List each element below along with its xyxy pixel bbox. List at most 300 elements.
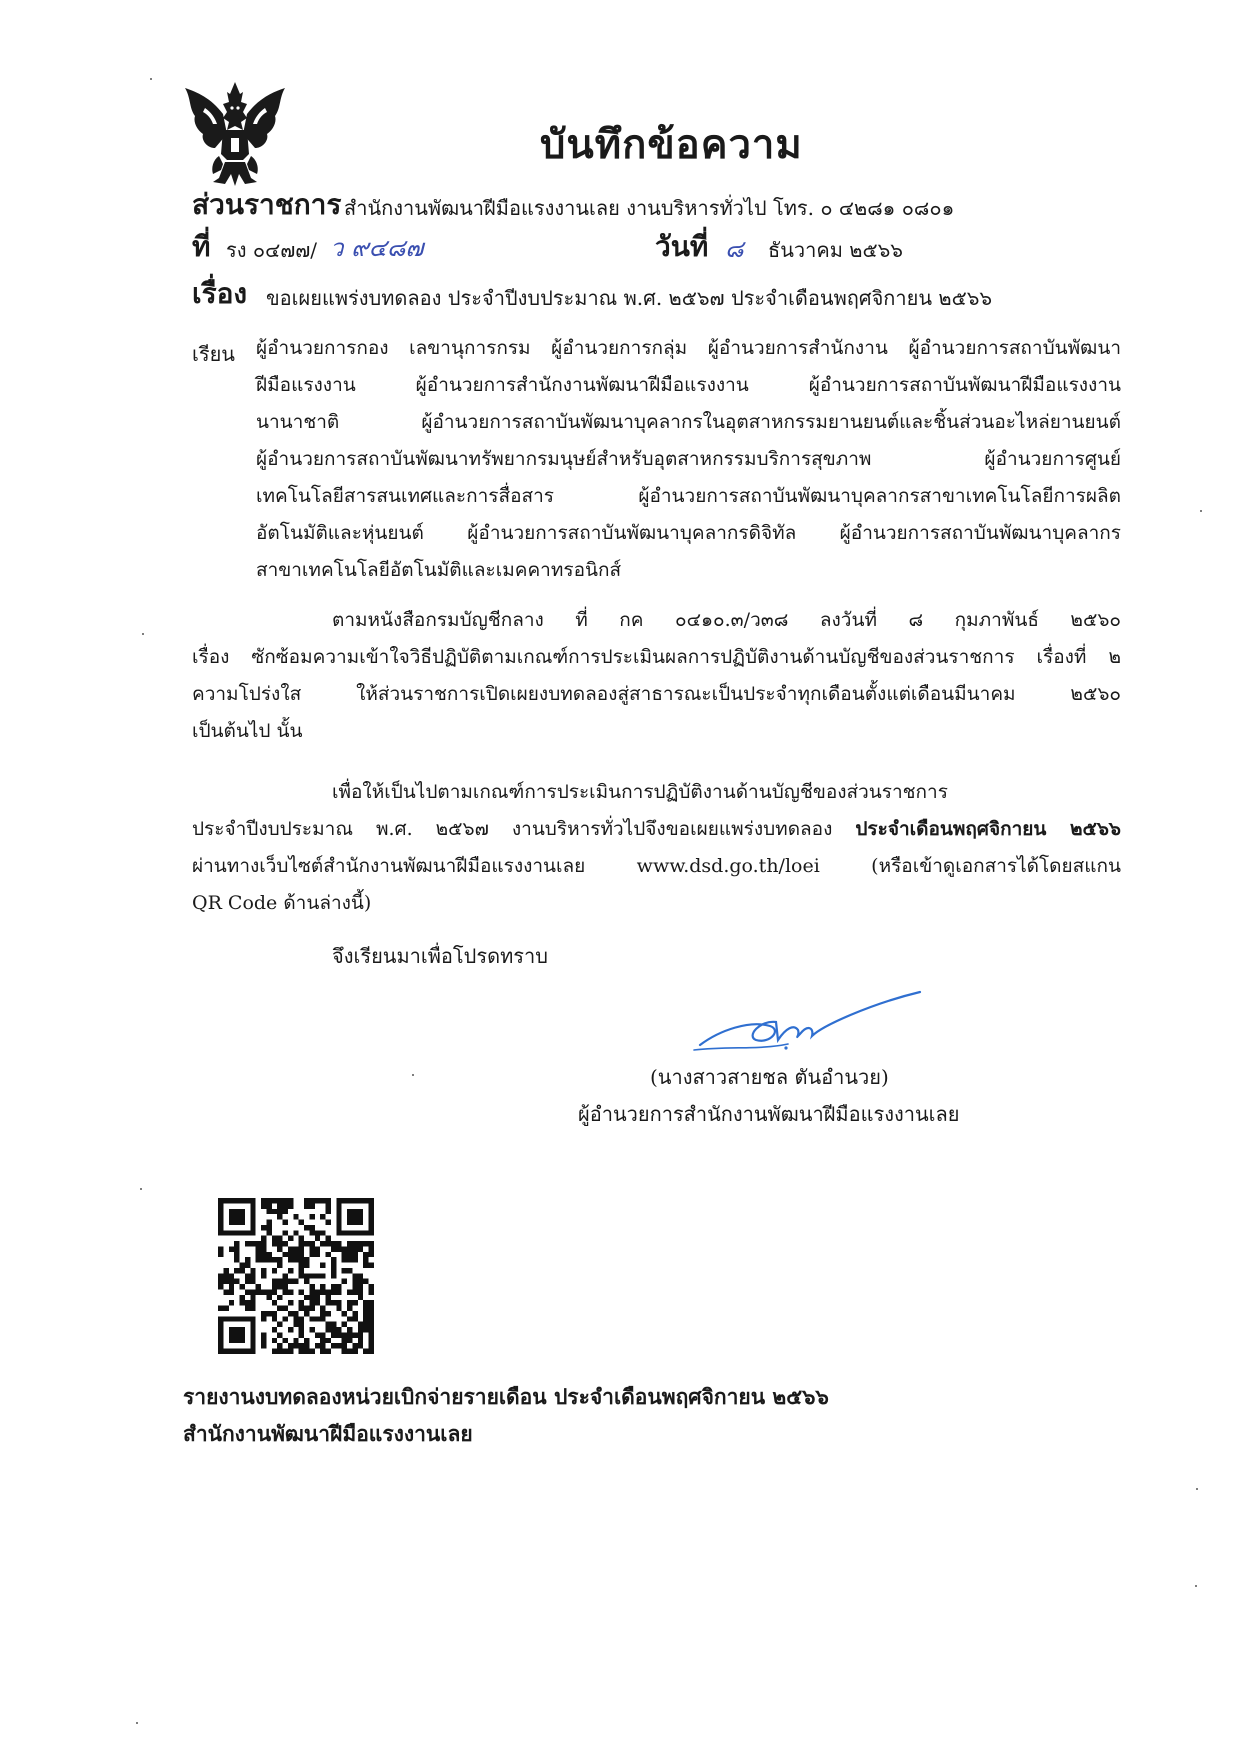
qr-module <box>347 1230 352 1235</box>
qr-module <box>309 1214 314 1219</box>
qr-module <box>229 1300 234 1305</box>
qr-module <box>234 1246 239 1251</box>
qr-module <box>315 1343 320 1348</box>
qr-module <box>250 1209 255 1214</box>
qr-module <box>218 1284 223 1289</box>
qr-module <box>288 1257 293 1262</box>
qr-module <box>245 1279 250 1284</box>
qr-module <box>369 1327 374 1332</box>
scan-speck <box>136 1722 138 1724</box>
qr-module <box>283 1203 288 1208</box>
qr-module <box>261 1332 266 1337</box>
qr-module <box>266 1289 271 1294</box>
qr-module <box>363 1241 368 1246</box>
qr-module <box>320 1284 325 1289</box>
to-line: อัตโนมัติและหุ่นยนต์ ผู้อำนวยการสถาบันพัฒนาบุคลากรดิจิทัล ผู้อำนวยการสถาบันพัฒนาบุคลากร <box>256 522 1121 544</box>
qr-module <box>223 1349 228 1354</box>
agency-value: สำนักงานพัฒนาฝีมือแรงงานเลย งานบริหารทั่วไป โทร. ๐ ๔๒๘๑ ๐๘๐๑ <box>344 196 955 220</box>
qr-module <box>347 1257 352 1262</box>
qr-module <box>309 1225 314 1230</box>
qr-module <box>342 1349 347 1354</box>
qr-module <box>240 1349 245 1354</box>
qr-module <box>245 1349 250 1354</box>
qr-module <box>277 1246 282 1251</box>
qr-module <box>293 1311 298 1316</box>
qr-module <box>283 1279 288 1284</box>
qr-module <box>277 1279 282 1284</box>
qr-module <box>250 1230 255 1235</box>
qr-module <box>256 1252 261 1257</box>
qr-module <box>342 1332 347 1337</box>
qr-module <box>245 1316 250 1321</box>
qr-module <box>288 1289 293 1294</box>
date-day-handwritten: ๘ <box>725 235 744 263</box>
qr-module <box>299 1236 304 1241</box>
qr-module <box>315 1316 320 1321</box>
qr-module <box>229 1327 234 1332</box>
qr-module <box>293 1214 298 1219</box>
qr-module <box>261 1252 266 1257</box>
qr-module <box>352 1257 357 1262</box>
qr-module <box>309 1349 314 1354</box>
qr-module <box>218 1306 223 1311</box>
qr-module <box>277 1295 282 1300</box>
qr-module <box>283 1284 288 1289</box>
qr-module <box>309 1316 314 1321</box>
qr-module <box>363 1327 368 1332</box>
to-line: ผู้อำนวยการกอง เลขานุการกรม ผู้อำนวยการกลุ่ม ผู้อำนวยการสำนักงาน ผู้อำนวยการสถาบันพัฒนา <box>256 337 1121 359</box>
qr-module <box>304 1257 309 1262</box>
qr-module <box>358 1295 363 1300</box>
qr-module <box>315 1289 320 1294</box>
qr-module <box>266 1295 271 1300</box>
paragraph-line: ผ่านทางเว็บไซต์สำนักงานพัฒนาฝีมือแรงงานเลย www.dsd.go.th/loei (หรือเข้าดูเอกสารได้โดยสแกน <box>192 855 1121 877</box>
qr-module <box>309 1252 314 1257</box>
qr-module <box>234 1220 239 1225</box>
qr-module <box>304 1349 309 1354</box>
qr-module <box>299 1246 304 1251</box>
qr-module <box>288 1198 293 1203</box>
qr-module <box>261 1289 266 1294</box>
qr-module <box>261 1203 266 1208</box>
qr-module <box>277 1332 282 1337</box>
qr-module <box>229 1214 234 1219</box>
qr-module <box>261 1225 266 1230</box>
qr-module <box>250 1327 255 1332</box>
qr-module <box>261 1316 266 1321</box>
qr-module <box>336 1209 341 1214</box>
qr-module <box>250 1273 255 1278</box>
garuda-emblem-icon <box>183 78 287 190</box>
qr-module <box>331 1343 336 1348</box>
qr-module <box>336 1198 341 1203</box>
qr-module <box>250 1268 255 1273</box>
qr-module <box>369 1284 374 1289</box>
qr-module <box>240 1338 245 1343</box>
qr-module <box>347 1306 352 1311</box>
qr-module <box>261 1241 266 1246</box>
paragraph-line: เพื่อให้เป็นไปตามเกณฑ์การประเมินการปฏิบัติงานด้านบัญชีของส่วนราชการ <box>332 781 948 803</box>
qr-module <box>309 1295 314 1300</box>
to-line: ผู้อำนวยการสถาบันพัฒนาทรัพยากรมนุษย์สำหรับอุตสาหกรรมบริการสุขภาพ ผู้อำนวยการศูนย์ <box>256 448 1121 470</box>
qr-module <box>229 1279 234 1284</box>
qr-module <box>277 1306 282 1311</box>
qr-module <box>277 1284 282 1289</box>
qr-module <box>352 1311 357 1316</box>
to-line: นานาชาติ ผู้อำนวยการสถาบันพัฒนาบุคลากรในอุตสาหกรรมยานยนต์และชิ้นส่วนอะไหล่ยานยนต์ <box>256 411 1121 433</box>
qr-module <box>218 1316 223 1321</box>
qr-module <box>283 1289 288 1294</box>
qr-module <box>277 1241 282 1246</box>
qr-module <box>336 1214 341 1219</box>
qr-module <box>369 1306 374 1311</box>
qr-module <box>342 1230 347 1235</box>
qr-module <box>283 1273 288 1278</box>
scan-speck <box>142 633 144 635</box>
to-line: สาขาเทคโนโลยีอัตโนมัติและเมคคาทรอนิกส์ <box>256 559 622 581</box>
qr-module <box>283 1338 288 1343</box>
qr-module <box>352 1289 357 1294</box>
qr-module <box>331 1273 336 1278</box>
to-recipients <box>256 330 1121 589</box>
qr-module <box>272 1349 277 1354</box>
qr-module <box>256 1289 261 1294</box>
paragraph-line: ความโปร่งใส ให้ส่วนราชการเปิดเผยงบทดลองสู่สาธารณะเป็นประจำทุกเดือนตั้งแต่เดือนมีนาคม ๒๕๖๐ <box>192 683 1121 705</box>
subject-label: เรื่อง <box>192 277 248 310</box>
paragraph-line: เป็นต้นไป นั้น <box>192 720 303 742</box>
qr-module <box>218 1338 223 1343</box>
qr-module <box>261 1268 266 1273</box>
qr-module <box>347 1268 352 1273</box>
qr-module <box>223 1316 228 1321</box>
qr-module <box>272 1338 277 1343</box>
scan-speck <box>1195 1585 1197 1587</box>
qr-module <box>277 1209 282 1214</box>
qr-module <box>326 1209 331 1214</box>
qr-module <box>352 1209 357 1214</box>
qr-module <box>320 1311 325 1316</box>
qr-module <box>234 1214 239 1219</box>
qr-module <box>218 1198 223 1203</box>
qr-module <box>288 1246 293 1251</box>
qr-module <box>342 1257 347 1262</box>
qr-module <box>304 1273 309 1278</box>
qr-module <box>336 1289 341 1294</box>
qr-module <box>229 1246 234 1251</box>
qr-module <box>288 1349 293 1354</box>
qr-module <box>320 1349 325 1354</box>
qr-module <box>369 1241 374 1246</box>
qr-module <box>283 1209 288 1214</box>
qr-module <box>358 1209 363 1214</box>
qr-module <box>315 1246 320 1251</box>
qr-module <box>288 1252 293 1257</box>
qr-module <box>315 1332 320 1337</box>
qr-module <box>326 1311 331 1316</box>
qr-module <box>331 1327 336 1332</box>
ref-label: ที่ <box>192 230 211 263</box>
qr-module <box>272 1311 277 1316</box>
qr-module <box>369 1225 374 1230</box>
qr-module <box>229 1230 234 1235</box>
qr-module <box>261 1246 266 1251</box>
qr-module <box>250 1295 255 1300</box>
qr-module <box>352 1230 357 1235</box>
qr-module <box>229 1349 234 1354</box>
qr-module <box>358 1327 363 1332</box>
qr-module <box>336 1300 341 1305</box>
qr-module <box>309 1289 314 1294</box>
paragraph-bold-month: ประจำเดือนพฤศจิกายน ๒๕๖๖ <box>855 818 1121 840</box>
qr-module <box>299 1327 304 1332</box>
qr-module <box>266 1220 271 1225</box>
qr-module <box>229 1332 234 1337</box>
qr-module <box>266 1230 271 1235</box>
qr-module <box>288 1236 293 1241</box>
qr-module <box>304 1203 309 1208</box>
qr-module <box>293 1338 298 1343</box>
scan-speck <box>1196 1488 1198 1490</box>
qr-module <box>272 1257 277 1262</box>
qr-module <box>245 1263 250 1268</box>
qr-module <box>266 1225 271 1230</box>
qr-module <box>272 1279 277 1284</box>
qr-module <box>363 1230 368 1235</box>
qr-module <box>347 1338 352 1343</box>
qr-module <box>234 1332 239 1337</box>
qr-module <box>272 1198 277 1203</box>
ref-handwritten-number: ว ๙๔๘๗ <box>330 234 424 262</box>
qr-module <box>218 1230 223 1235</box>
qr-module <box>363 1316 368 1321</box>
qr-module <box>245 1198 250 1203</box>
qr-module <box>309 1198 314 1203</box>
qr-module <box>272 1209 277 1214</box>
qr-module <box>358 1230 363 1235</box>
qr-module <box>342 1338 347 1343</box>
signer-title: ผู้อำนวยการสำนักงานพัฒนาฝีมือแรงงานเลย <box>578 1102 960 1126</box>
qr-module <box>250 1322 255 1327</box>
qr-module <box>326 1300 331 1305</box>
qr-module <box>240 1295 245 1300</box>
qr-module <box>234 1230 239 1235</box>
qr-module <box>352 1252 357 1257</box>
qr-module <box>320 1263 325 1268</box>
qr-module <box>331 1300 336 1305</box>
qr-module <box>326 1289 331 1294</box>
qr-module <box>266 1198 271 1203</box>
qr-module <box>283 1252 288 1257</box>
qr-module <box>336 1327 341 1332</box>
qr-module <box>304 1295 309 1300</box>
qr-module <box>347 1327 352 1332</box>
qr-module <box>277 1322 282 1327</box>
qr-module <box>336 1220 341 1225</box>
qr-module <box>283 1349 288 1354</box>
qr-module <box>288 1311 293 1316</box>
qr-module <box>283 1220 288 1225</box>
qr-module <box>331 1268 336 1273</box>
qr-module <box>363 1257 368 1262</box>
qr-module <box>352 1220 357 1225</box>
qr-module <box>320 1306 325 1311</box>
qr-module <box>245 1257 250 1262</box>
qr-module <box>352 1214 357 1219</box>
qr-module <box>363 1300 368 1305</box>
qr-module <box>277 1214 282 1219</box>
qr-module <box>336 1230 341 1235</box>
qr-module <box>299 1268 304 1273</box>
qr-module <box>261 1311 266 1316</box>
qr-module <box>299 1220 304 1225</box>
qr-module <box>240 1230 245 1235</box>
qr-module <box>336 1284 341 1289</box>
qr-module <box>250 1349 255 1354</box>
qr-module <box>223 1198 228 1203</box>
qr-module <box>293 1316 298 1321</box>
qr-module <box>272 1300 277 1305</box>
qr-module <box>234 1198 239 1203</box>
scan-speck <box>1200 510 1202 512</box>
qr-module <box>320 1332 325 1337</box>
qr-module <box>320 1338 325 1343</box>
qr-module <box>250 1338 255 1343</box>
qr-module <box>309 1203 314 1208</box>
qr-module <box>250 1300 255 1305</box>
qr-module <box>309 1327 314 1332</box>
qr-module <box>277 1198 282 1203</box>
qr-module <box>229 1220 234 1225</box>
qr-module <box>309 1230 314 1235</box>
qr-module <box>358 1284 363 1289</box>
qr-module <box>299 1343 304 1348</box>
qr-module <box>240 1263 245 1268</box>
qr-module <box>234 1209 239 1214</box>
qr-module <box>369 1343 374 1348</box>
scan-speck <box>150 78 152 80</box>
qr-module <box>309 1284 314 1289</box>
qr-module <box>347 1252 352 1257</box>
qr-module <box>288 1300 293 1305</box>
qr-module <box>309 1241 314 1246</box>
qr-module <box>347 1289 352 1294</box>
qr-module <box>272 1268 277 1273</box>
qr-module <box>218 1279 223 1284</box>
date-label: วันที่ <box>655 230 709 263</box>
qr-module <box>326 1236 331 1241</box>
qr-module <box>369 1332 374 1337</box>
qr-module <box>320 1214 325 1219</box>
qr-module <box>304 1225 309 1230</box>
qr-module <box>363 1252 368 1257</box>
qr-module <box>240 1284 245 1289</box>
qr-module <box>363 1279 368 1284</box>
qr-module <box>326 1252 331 1257</box>
qr-module <box>218 1273 223 1278</box>
qr-module <box>369 1209 374 1214</box>
qr-module <box>304 1198 309 1203</box>
qr-module <box>363 1349 368 1354</box>
qr-module <box>256 1284 261 1289</box>
qr-module <box>352 1246 357 1251</box>
qr-module <box>326 1295 331 1300</box>
qr-module <box>363 1263 368 1268</box>
qr-module <box>283 1230 288 1235</box>
qr-module <box>272 1241 277 1246</box>
qr-module <box>283 1198 288 1203</box>
qr-module <box>218 1209 223 1214</box>
qr-module <box>304 1279 309 1284</box>
qr-module <box>266 1209 271 1214</box>
qr-module <box>331 1322 336 1327</box>
qr-module <box>218 1332 223 1337</box>
qr-module <box>293 1252 298 1257</box>
qr-module <box>240 1300 245 1305</box>
memo-title: บันทึกข้อความ <box>540 121 803 168</box>
qr-module <box>250 1220 255 1225</box>
qr-module <box>352 1316 357 1321</box>
qr-module <box>288 1343 293 1348</box>
qr-module <box>336 1343 341 1348</box>
qr-module <box>245 1306 250 1311</box>
qr-module <box>363 1306 368 1311</box>
qr-module <box>369 1198 374 1203</box>
qr-module <box>320 1343 325 1348</box>
qr-module <box>304 1241 309 1246</box>
qr-module <box>352 1300 357 1305</box>
qr-module <box>240 1198 245 1203</box>
qr-module <box>299 1241 304 1246</box>
qr-module <box>283 1306 288 1311</box>
qr-module <box>250 1316 255 1321</box>
qr-module <box>245 1289 250 1294</box>
qr-module <box>277 1263 282 1268</box>
to-line: เทคโนโลยีสารสนเทศและการสื่อสาร ผู้อำนวยการสถาบันพัฒนาบุคลากรสาขาเทคโนโลยีการผลิต <box>256 485 1121 507</box>
qr-module <box>256 1246 261 1251</box>
qr-module <box>299 1332 304 1337</box>
qr-module <box>347 1241 352 1246</box>
qr-module <box>342 1322 347 1327</box>
qr-module <box>309 1300 314 1305</box>
qr-module <box>342 1343 347 1348</box>
qr-module <box>309 1273 314 1278</box>
to-label: เรียน <box>192 342 235 366</box>
qr-module <box>336 1246 341 1251</box>
qr-module <box>347 1220 352 1225</box>
qr-module <box>234 1338 239 1343</box>
qr-module <box>369 1322 374 1327</box>
qr-module <box>363 1322 368 1327</box>
qr-module <box>293 1230 298 1235</box>
qr-module <box>277 1236 282 1241</box>
qr-module <box>331 1241 336 1246</box>
qr-module <box>266 1252 271 1257</box>
qr-module <box>288 1327 293 1332</box>
qr-module <box>304 1338 309 1343</box>
qr-module <box>304 1343 309 1348</box>
qr-module <box>261 1343 266 1348</box>
qr-module <box>293 1322 298 1327</box>
qr-module <box>288 1268 293 1273</box>
qr-module <box>320 1198 325 1203</box>
qr-module <box>358 1220 363 1225</box>
qr-module <box>266 1257 271 1262</box>
qr-module <box>326 1203 331 1208</box>
qr-module <box>266 1203 271 1208</box>
qr-module <box>218 1327 223 1332</box>
qr-module <box>218 1225 223 1230</box>
qr-module <box>315 1252 320 1257</box>
